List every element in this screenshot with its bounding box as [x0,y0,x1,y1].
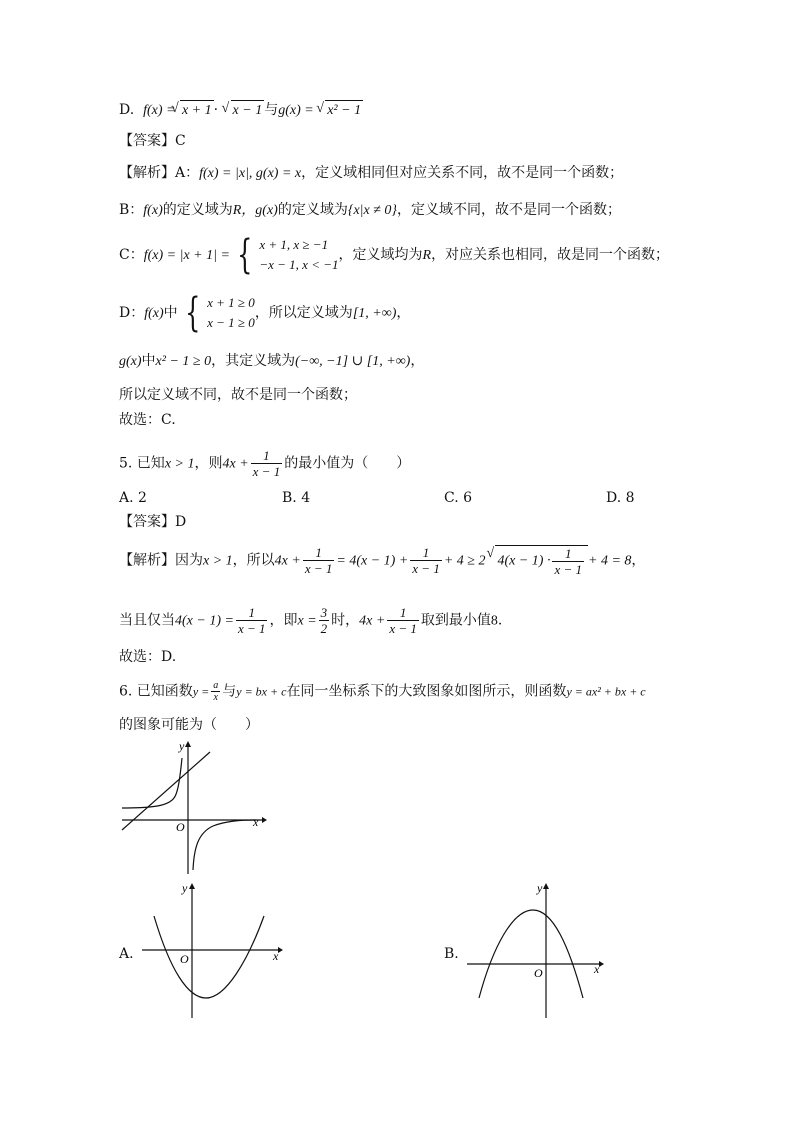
linear-function-line [122,752,210,830]
c-f: f(x) = |x + 1| = [143,248,230,263]
q6-stem [119,680,646,703]
frac-den: x − 1 [554,562,583,577]
d-f: f(x) [144,306,164,321]
sqrt-1: √ x + 1 [180,100,214,121]
q4-jiexi-a [119,163,623,184]
d-dom: [1, +∞) [352,306,397,321]
b-t2: 的定义域为 [277,202,348,218]
frac-den: x [213,692,218,703]
q4-g-line [119,351,424,372]
q5-answer: 【答案】D [119,514,187,530]
frac-den: x − 1 [237,621,266,636]
q5-stem-pre: 5. 已知 [119,455,165,472]
eq-post: 取到最小值 [420,612,491,629]
parabola-up [154,916,264,998]
frac-num: 1 [410,545,442,561]
dot: · [213,102,219,118]
x-arrow-icon [262,817,267,823]
q5-jiexi-label: 【解析】因为 [119,552,203,569]
b-label: B： [119,202,144,218]
q4-jiexi-d [119,292,410,335]
origin-label: O [176,820,185,834]
q5-j-frac3 [552,546,584,577]
a-math: f(x) = |x|, g(x) = x [199,166,302,181]
b-t3: ，定义域不同，故不是同一个函数； [397,202,622,218]
y-arrow-icon [189,883,195,889]
frac-den: x − 1 [304,561,333,577]
option-d-q4 [119,100,363,121]
c-text2: ，对应关系也相同，故是同一个函数； [431,247,670,263]
y-label: y [179,739,185,753]
frac-den: x − 1 [252,464,281,479]
q6-stem-pre: 6. 已知函数 [119,683,193,700]
frac-num: a [213,680,219,691]
eq-val: 8 [490,613,498,629]
d-end: ， [396,305,411,321]
q5-j-sqrt-a: 4(x − 1) · [497,553,551,569]
y-arrow-icon [185,741,191,747]
q5-j-sqrt [495,545,588,577]
g-line-dom: (−∞, −1] ∪ [1, +∞) [295,354,411,369]
q6-main-figure [118,738,268,876]
c-text1: ，定义域均为 [338,247,423,263]
c-label: C： [119,247,144,263]
c-case1: x + 1, x ≥ −1 [259,237,329,252]
q5-stem [119,448,410,479]
eq-frac2 [387,605,419,636]
q4-jiexi-b [119,200,621,221]
a-text: ，定义域相同但对应关系不同，故不是同一个函数； [301,165,624,181]
q5-choice-d: D. 8 [606,490,635,506]
q5-j-cond: x > 1 [203,553,233,569]
q5-post: 的最小值为（ ） [284,455,411,472]
q6-stem-end: 的图象可能为（ ） [119,717,259,733]
frac-den: x − 1 [412,561,440,577]
eq-x: x = [297,613,317,629]
q6-y1: y = [192,684,210,699]
sqrt-2: √ x − 1 [231,100,265,121]
y-label: y [537,881,543,895]
x-arrow-icon [278,947,283,953]
q5-choose: 故选：D. [119,649,177,665]
q5-expr: 4x + [222,456,249,472]
x-label: x [253,815,259,829]
q6-option-a-label: A. [119,946,134,962]
q4-choose: 故选：C. [119,412,176,428]
eq-mid: ，即 [269,612,298,629]
q5-choice-a: A. 2 [119,490,147,506]
hyperbola-left-branch [122,758,182,808]
d-zhong: 中 [163,305,178,321]
q6-and: 与 [222,683,237,700]
x-label: x [273,949,279,963]
d-cases [207,293,255,333]
d-case1: x + 1 ≥ 0 [207,295,255,310]
y-arrow-icon [543,883,549,889]
q6-y2: y = bx + c [236,684,287,699]
c-R: R [422,248,432,263]
q6-option-b-label: B. [444,946,459,962]
b-t1: 的定义域为 [162,202,233,218]
frac-num: 1 [251,448,283,464]
q5-frac [251,448,283,479]
eq-dot: . [497,612,503,629]
option-label: D. [119,102,135,118]
g-line-end: ， [410,353,425,369]
d-label: D： [119,305,145,321]
b-f: f(x) [143,203,163,218]
c-cases [259,235,338,275]
g-line-g: g(x) [119,354,142,369]
eq-shi: 时， [331,612,360,629]
q5-jiexi [119,545,645,577]
g-line-text: ，其定义域为 [211,353,296,369]
x-arrow-icon [599,961,604,967]
frac-num: 1 [387,605,419,621]
eq-xfrac [319,605,330,636]
g-line-math: x² − 1 ≥ 0 [155,354,212,369]
d-case2: x − 1 ≥ 0 [207,315,255,330]
brace-icon: { [184,290,201,336]
origin-label: O [180,952,189,966]
q5-j-frac2 [410,545,442,576]
q6-y3: y = ax² + bx + c [566,684,646,699]
frac-num: 1 [303,545,335,561]
frac-den: x − 1 [389,621,417,636]
q5-equality [119,605,502,636]
eq-lhs: 4(x − 1) = [175,613,234,629]
frac-den: 2 [320,621,328,636]
origin-label: O [534,966,543,980]
q5-j-frac1 [303,545,335,576]
jiexi-label: 【解析】A： [119,165,200,181]
q5-j-e2: = 4(x − 1) + [336,553,409,569]
math-g: g(x) = [278,103,318,118]
eq-pre: 当且仅当 [119,612,175,629]
q6-frac [211,680,220,703]
b-g: g(x) [255,203,278,218]
c-case2: −x − 1, x < −1 [259,257,339,272]
x-label: x [594,962,600,976]
q4-conclusion: 所以定义域不同，故不是同一个函数； [119,387,357,403]
q5-j-e4: + 4 = 8 [588,553,632,569]
y-label: y [182,881,188,895]
q4-answer: 【答案】C [119,133,186,149]
hyperbola-right-branch [193,820,256,870]
eq-frac [236,605,268,636]
sqrt-3: √ x² − 1 [325,100,363,121]
frac-num: 1 [552,546,584,562]
q5-j-e3: + 4 ≥ 2 [443,553,486,569]
q5-j-end: ， [631,552,646,569]
d-text: ，所以定义域为 [254,305,353,321]
q4-jiexi-c [119,234,669,277]
q6-mid: 在同一坐标系下的大致图象如图所示，则函数 [286,683,567,700]
q6-option-a-figure[interactable] [140,880,288,1022]
b-set: {x|x ≠ 0} [347,203,398,218]
frac-num: 3 [320,605,328,620]
parabola-down [479,910,583,998]
b-R: R， [232,203,256,218]
q5-cond: x > 1 [164,456,195,472]
q5-choice-b: B. 4 [282,490,311,506]
eq-expr: 4x + [359,613,386,629]
brace-icon: { [236,232,253,278]
and-text: 与 [264,102,279,118]
q5-mid: ，则 [194,455,223,472]
q5-j-so: ，所以 [232,552,275,569]
frac-num: 1 [236,605,268,621]
q5-choice-c: C. 6 [444,490,473,506]
q6-option-b-figure[interactable] [465,880,613,1022]
g-line-zhong: 中 [141,353,156,369]
q5-j-e1: 4x + [274,553,301,569]
math-f: f(x) = [143,103,179,118]
